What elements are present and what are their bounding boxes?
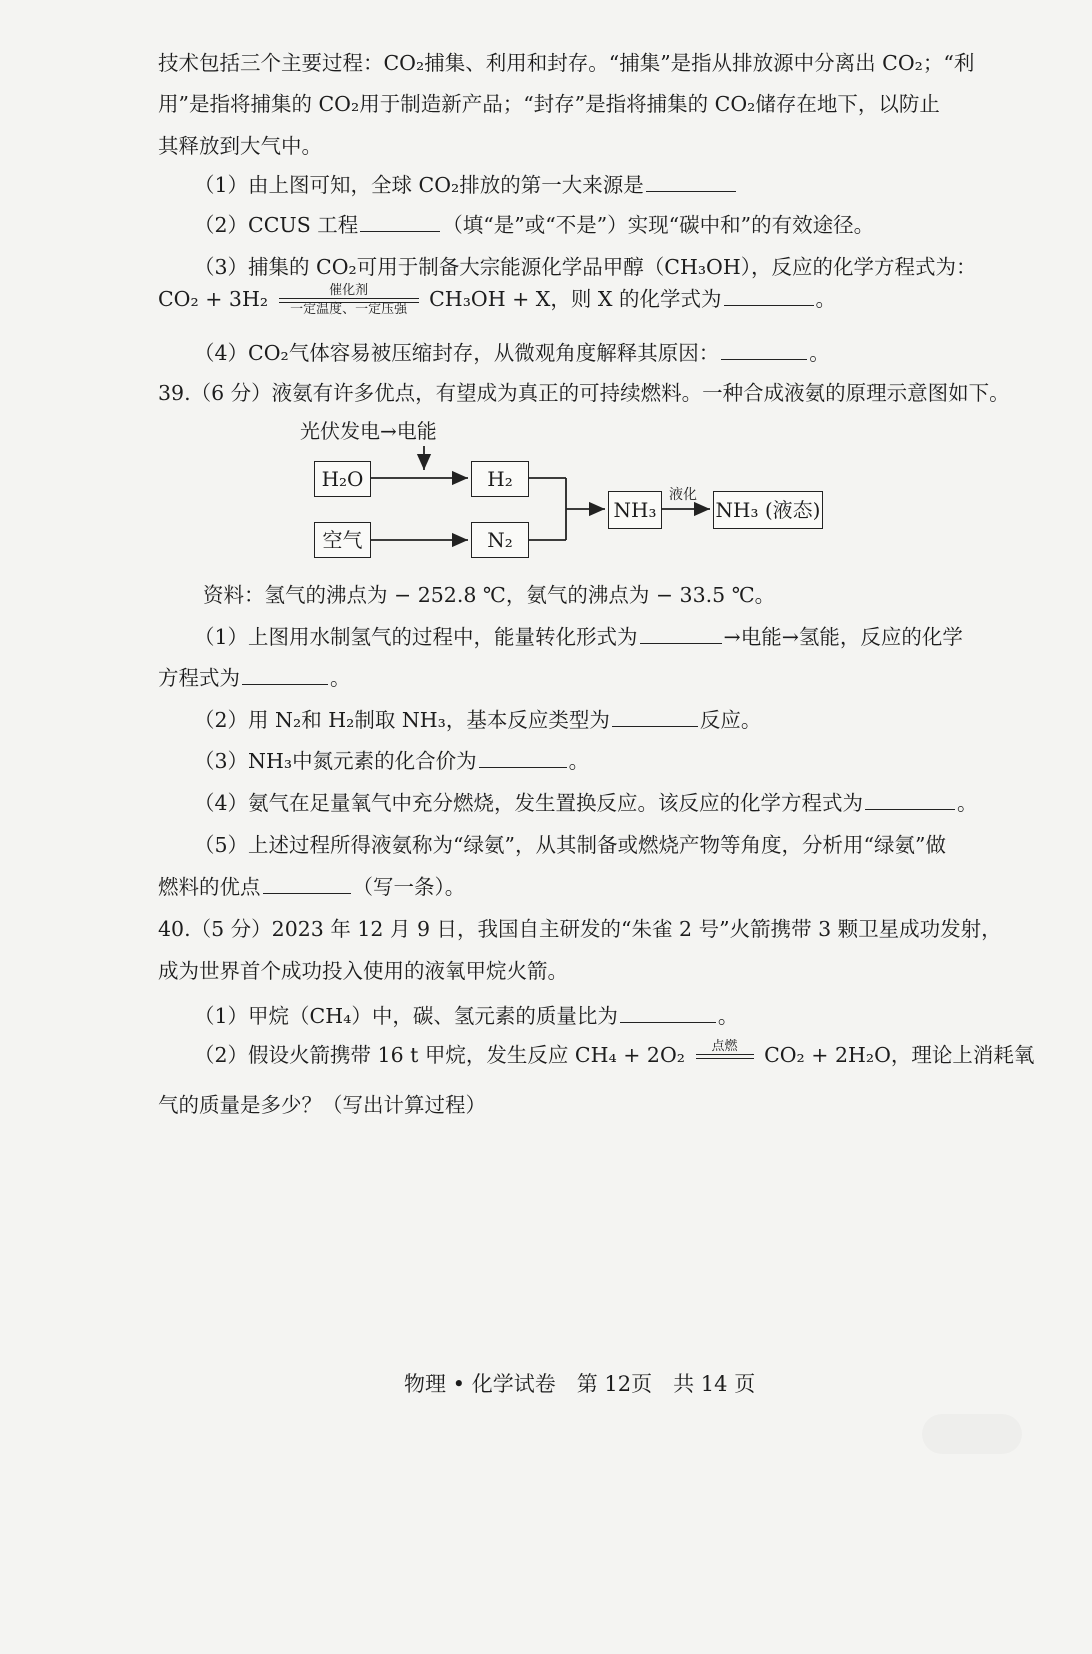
q38-part3-equation [158, 284, 836, 317]
q39-part1 [194, 624, 963, 650]
nh3-box: NH₃ [608, 491, 662, 529]
period: 。 [717, 1004, 739, 1028]
condition-label: 一定温度、一定压强 [290, 302, 408, 317]
ignition-label: 点燃 [711, 1039, 738, 1054]
q39-part1-text-c: 方程式为 [158, 666, 240, 690]
answer-blank[interactable] [646, 173, 736, 192]
q38-part4 [194, 340, 830, 366]
q40-header-line1: 40.（5 分）2023 年 12 月 9 日，我国自主研发的“朱雀 2 号”火箭携带 3 颗卫星成功发射， [158, 917, 1002, 941]
period: 。 [568, 749, 590, 773]
equation-reactants: CO₂ + 3H₂ [158, 287, 269, 311]
air-box: 空气 [314, 522, 371, 558]
q39-part2-text-b: 反应。 [699, 708, 762, 732]
answer-blank[interactable] [865, 791, 955, 810]
answer-blank[interactable] [620, 1004, 716, 1023]
answer-blank[interactable] [479, 749, 567, 768]
q39-part5-text-b: 燃料的优点 [158, 875, 261, 899]
answer-blank[interactable] [360, 213, 440, 232]
period: 。 [957, 791, 978, 815]
intro-line-2: 用”是指将捕集的 CO₂用于制造新产品；“封存”是指将捕集的 CO₂储存在地下，以防止 [158, 92, 940, 116]
q38-part1 [194, 172, 738, 198]
h2-box: H₂ [471, 461, 529, 497]
catalyst-label: 催化剂 [329, 283, 369, 298]
q39-part2 [194, 707, 761, 733]
q39-part4 [194, 790, 978, 816]
data-note: 资料：氢气的沸点为 − 252.8 ℃，氨气的沸点为 − 33.5 ℃。 [203, 583, 776, 607]
q39-header: 39.（6 分）液氨有许多优点，有望成为真正的可持续燃料。一种合成液氨的原理示意图如下。 [158, 381, 1010, 405]
q39-part5-text-c: （写一条）。 [352, 875, 466, 899]
q40-part2-text-right: CO₂ + 2H₂O，理论上消耗氧 [764, 1043, 1035, 1067]
ignition-arrow [696, 1040, 754, 1073]
answer-blank[interactable] [724, 287, 814, 306]
page-footer: 物理 • 化学试卷 第 12页 共 14 页 [404, 1372, 756, 1396]
q38-part2-text-b: （填“是”或“不是”）实现“碳中和”的有效途径。 [442, 213, 875, 237]
answer-blank[interactable] [640, 625, 722, 644]
equation-products: CH₃OH + X，则 X 的化学式为 [429, 287, 722, 311]
h2o-box: H₂O [314, 461, 371, 497]
q39-part1-text-a: （1）上图用水制氢气的过程中，能量转化形式为 [194, 625, 638, 649]
liquefy-label: 液化 [669, 487, 697, 503]
period: 。 [815, 287, 837, 311]
reaction-condition-arrow [279, 284, 419, 317]
intro-line-3: 其释放到大气中。 [158, 134, 322, 158]
pv-power-label: 光伏发电→电能 [300, 419, 437, 443]
q39-part1-text-b: →电能→氢能，反应的化学 [723, 625, 963, 649]
q38-part2-text-a: （2）CCUS 工程 [194, 213, 359, 237]
q38-part4-text: （4）CO₂气体容易被压缩封存，从微观角度解释其原因： [194, 341, 720, 365]
answer-blank[interactable] [242, 666, 328, 685]
q39-part5: （5）上述过程所得液氨称为“绿氨”，从其制备或燃烧产物等角度，分析用“绿氨”做 [194, 833, 946, 857]
intro-line-1: 技术包括三个主要过程：CO₂捕集、利用和封存。“捕集”是指从排放源中分离出 CO₂；“利 [158, 51, 975, 75]
q40-part2-line2: 气的质量是多少？（写出计算过程） [158, 1093, 486, 1117]
q38-part2 [194, 212, 874, 238]
q39-part1-line2 [158, 665, 351, 691]
watermark-smudge [922, 1414, 1022, 1454]
q39-part3-text: （3）NH₃中氮元素的化合价为 [194, 749, 477, 773]
answer-blank[interactable] [721, 341, 807, 360]
q39-part4-text: （4）氨气在足量氧气中充分燃烧，发生置换反应。该反应的化学方程式为 [194, 791, 864, 815]
q39-part2-text-a: （2）用 N₂和 H₂制取 NH₃，基本反应类型为 [194, 708, 610, 732]
q40-part1-text: （1）甲烷（CH₄）中，碳、氢元素的质量比为 [194, 1004, 618, 1028]
q40-part1 [194, 1003, 738, 1029]
q39-part5-line2 [158, 874, 465, 900]
answer-blank[interactable] [612, 708, 698, 727]
n2-box: N₂ [471, 522, 529, 558]
answer-blank[interactable] [263, 875, 351, 894]
period: 。 [330, 666, 351, 690]
q40-part2 [194, 1040, 1034, 1073]
q38-part3: （3）捕集的 CO₂可用于制备大宗能源化学品甲醇（CH₃OH），反应的化学方程式为： [194, 255, 977, 279]
q40-part2-text-left: （2）假设火箭携带 16 t 甲烷，发生反应 CH₄ + 2O₂ [194, 1043, 685, 1067]
liquid-nh3-box: NH₃ (液态) [713, 491, 823, 529]
q38-part1-text: （1）由上图可知，全球 CO₂排放的第一大来源是 [194, 173, 644, 197]
q39-part3 [194, 748, 589, 774]
period: 。 [809, 341, 830, 365]
q40-header-line2: 成为世界首个成功投入使用的液氧甲烷火箭。 [158, 959, 568, 983]
